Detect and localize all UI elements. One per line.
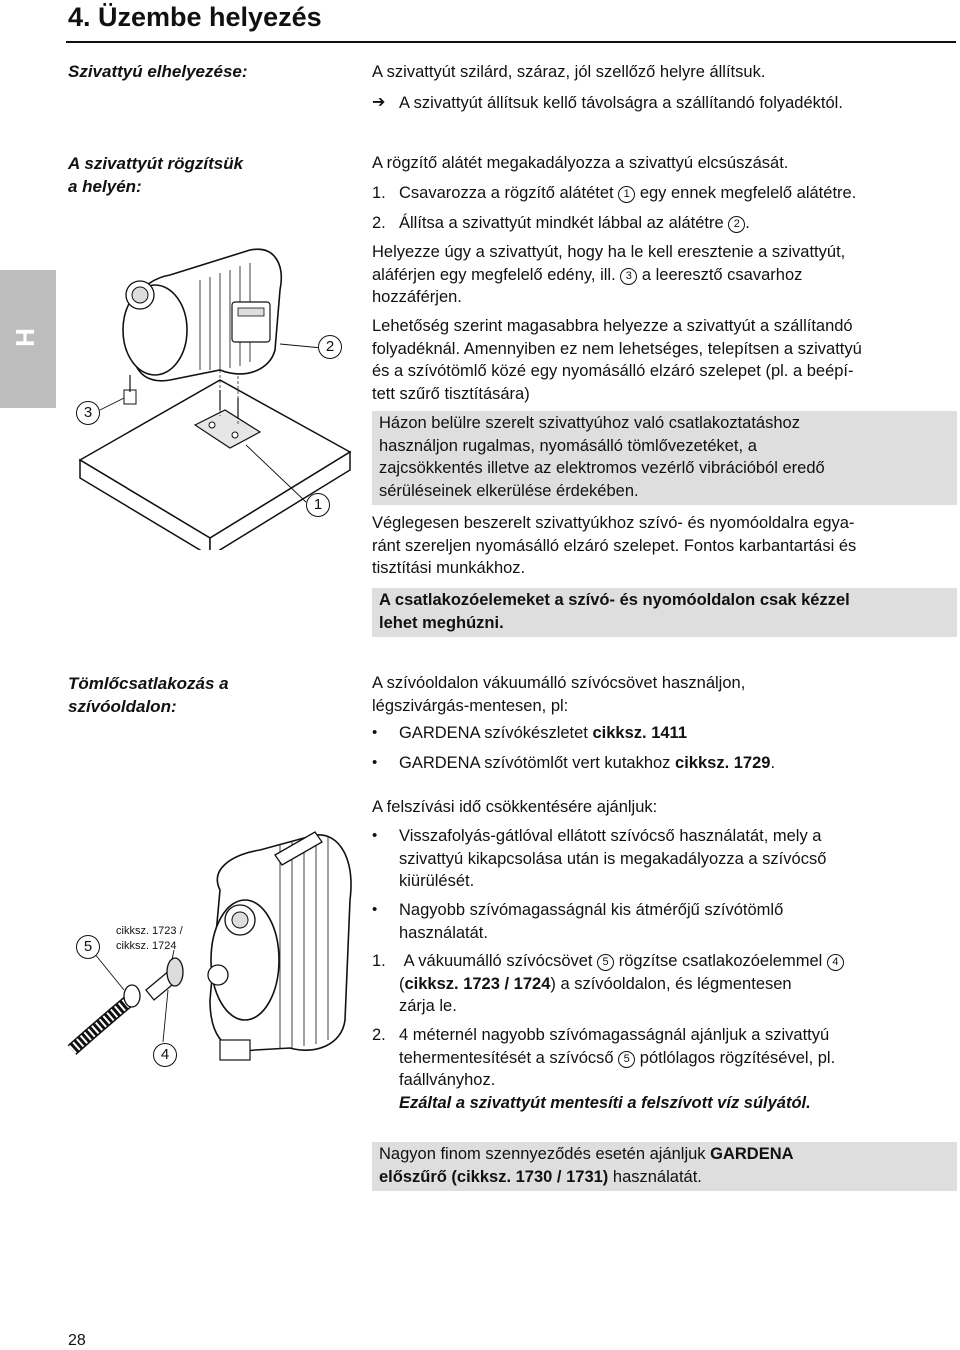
callout-ref-2: 2: [728, 216, 745, 233]
hose-step-2: 4 méternél nagyobb szívómagasságnál ajánljuk a szivattyú tehermentesítését a szívócső 5 pótlólagos rögzítésével, pl. faállványhoz. Ezáltal a szivattyút mentesíti a felszívott víz súlyától.: [399, 1026, 836, 1112]
warning-box-hand-tighten: A csatlakozóelemeket a szívó- és nyomóoldalon csak kézzel lehet meghúzni.: [372, 588, 957, 637]
language-tab: [0, 270, 56, 408]
figure-callout-2: 2: [318, 335, 342, 359]
fixing-intro: A rögzítő alátét megakadályozza a szivattyú elcsúszását.: [372, 154, 789, 172]
suction-bullet-2: Nagyobb szívómagasságnál kis átmérőjű szívótömlő használatát.: [399, 901, 784, 942]
language-tab-letter: H: [9, 328, 40, 347]
title-rule: [66, 41, 956, 43]
hose-connection-illustration: [60, 820, 370, 1100]
section-label-placement: Szivattyú elhelyezése:: [68, 62, 248, 81]
callout-ref-4: 4: [827, 954, 844, 971]
arrow-icon: ➔: [372, 94, 386, 111]
bullet-icon: •: [372, 827, 378, 844]
section-label-fixing-2: a helyén:: [68, 177, 142, 196]
page-number: 28: [68, 1332, 86, 1349]
figure-note-1: cikksz. 1723 /: [116, 925, 183, 937]
note-box-flexible-hose: Házon belülre szerelt szivattyúhoz való csatlakoztatáshoz használjon rugalmas, nyomásálló tömlővezetéket, a zajcsökkentés illetve az elektromos vezérlő vibrációból eredő sérüléseinek elkerülése érdekében.: [372, 411, 957, 505]
note-box-prefilter: Nagyon finom szennyeződés esetén ajánljuk GARDENA előszűrő (cikksz. 1730 / 1731) használatát.: [372, 1142, 957, 1191]
hose-bullet-2: GARDENA szívótömlőt vert kutakhoz cikksz. 1729.: [399, 754, 776, 772]
step-number: 2.: [372, 214, 386, 232]
bullet-icon: •: [372, 724, 378, 741]
placement-line-1: A szivattyút szilárd, száraz, jól szellőző helyre állítsuk.: [372, 63, 766, 81]
page-title: 4. Üzembe helyezés: [68, 2, 322, 32]
hose-bullet-1: GARDENA szívókészletet cikksz. 1411: [399, 724, 688, 742]
callout-ref-3: 3: [620, 268, 637, 285]
section-label-hose-1: Tömlőcsatlakozás a: [68, 674, 229, 693]
section-label-hose-2: szívóoldalon:: [68, 697, 177, 716]
fixing-step-2: Állítsa a szivattyút mindkét lábbal az alátétre 2 .: [399, 214, 750, 232]
figure-callout-5: 5: [76, 935, 100, 959]
step-number: 2.: [372, 1026, 386, 1044]
fixing-step-1: Csavarozza a rögzítő alátétet 1 egy ennek megfelelő alátétre.: [399, 184, 857, 202]
suction-time-intro: A felszívási idő csökkentésére ajánljuk:: [372, 798, 658, 816]
figure-note-2: cikksz. 1724: [116, 940, 177, 952]
fixing-paragraph-2: Lehetőség szerint magasabbra helyezze a szivattyút a szállítandó folyadéknál. Amennyiben ez nem lehetséges, telepítsen a szivattyú és a szívótömlő közé egy nyomásálló elzáró szelepet (pl. a beépí- tett szűrő tisztítására): [372, 317, 862, 403]
step-number: 1.: [372, 184, 386, 202]
figure-callout-1: 1: [306, 493, 330, 517]
bullet-icon: •: [372, 901, 378, 918]
section-label-fixing-1: A szivattyút rögzítsük: [68, 154, 244, 173]
figure-callout-4: 4: [153, 1043, 177, 1067]
suction-bullet-1: Visszafolyás-gátlóval ellátott szívócső használatát, mely a szivattyú kikapcsolása után is megakadályozza a szívócső kiürülését.: [399, 827, 827, 890]
callout-ref-5: 5: [597, 954, 614, 971]
placement-line-2: A szivattyút állítsuk kellő távolságra a szállítandó folyadéktól.: [399, 94, 843, 112]
hose-intro: A szívóoldalon vákuumálló szívócsövet használjon, légszivárgás-mentesen, pl:: [372, 674, 746, 715]
callout-ref-1: 1: [618, 186, 635, 203]
fixing-paragraph-1: Helyezze úgy a szivattyút, hogy ha le kell eresztenie a szivattyút, aláférjen egy megfelelő edény, ill. 3 a leeresztő csavarhoz hozzáférjen.: [372, 243, 846, 306]
fixing-paragraph-3: Véglegesen beszerelt szivattyúkhoz szívó- és nyomóoldalra egya- ránt szereljen nyomásálló elzáró szelepet. Fontos karbantartási és tisztítási munkákhoz.: [372, 514, 857, 577]
figure-callout-3: 3: [76, 401, 100, 425]
callout-ref-5: 5: [618, 1051, 635, 1068]
step-number: 1.: [372, 952, 386, 970]
bullet-icon: •: [372, 754, 378, 771]
hose-step-1: A vákuumálló szívócsövet 5 rögzítse csatlakozóelemmel 4 (cikksz. 1723 / 1724) a szívóoldalon, és légmentesen zárja le.: [399, 950, 955, 1018]
